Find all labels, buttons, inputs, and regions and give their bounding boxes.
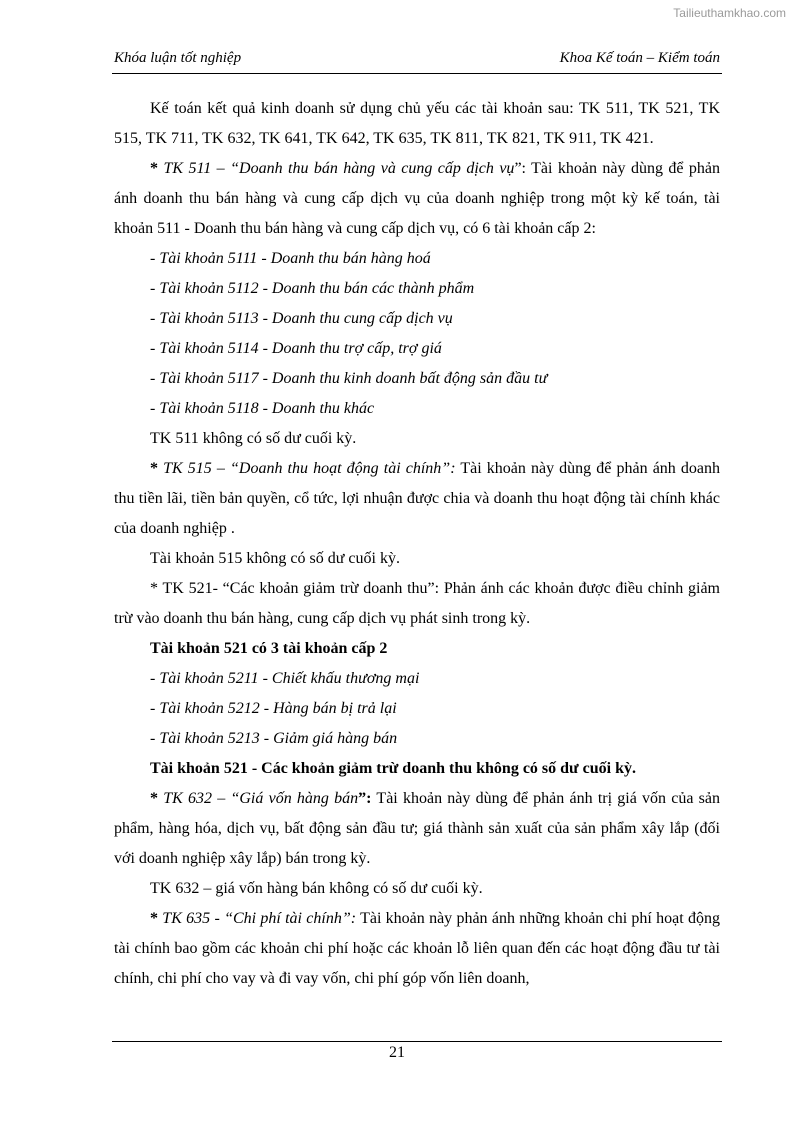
list-item: - Tài khoản 5112 - Doanh thu bán các thành phẩm bbox=[150, 280, 475, 297]
list-item: - Tài khoản 5111 - Doanh thu bán hàng hoá bbox=[150, 250, 431, 267]
list-item: - Tài khoản 5118 - Doanh thu khác bbox=[150, 400, 375, 417]
tk521-paragraph: * TK 521- “Các khoản giảm trừ doanh thu”: Phản ánh các khoản được điều chỉnh giảm trừ vào doanh thu bán hàng, cung cấp dịch vụ phát sinh trong kỳ. bbox=[114, 580, 720, 627]
tk511-title: TK 511 – “Doanh thu bán hàng và cung cấp dịch vụ bbox=[163, 160, 515, 177]
document-body bbox=[114, 94, 720, 994]
tk632-text: Tài khoản này dùng để phản ánh trị giá vốn của sản phẩm, hàng hóa, dịch vụ, bất động sản đầu tư; giá thành sản xuất của sản phẩm xây lắp (đối với doanh nghiệp xây lắp) bán trong kỳ. bbox=[114, 790, 721, 867]
list-item: - Tài khoản 5113 - Doanh thu cung cấp dịch vụ bbox=[150, 310, 453, 327]
tk635-paragraph bbox=[114, 904, 720, 994]
tk515-star: * bbox=[150, 460, 164, 477]
list-item: - Tài khoản 5212 - Hàng bán bị trả lại bbox=[150, 700, 397, 717]
tk632-paragraph bbox=[114, 784, 720, 874]
intro-paragraph: Kế toán kết quả kinh doanh sử dụng chủ yếu các tài khoản sau: TK 511, TK 521, TK 515, TK 711, TK 632, TK 641, TK 642, TK 635, TK 811, TK 821, TK 911, TK 421. bbox=[114, 100, 720, 147]
tk511-star: * bbox=[150, 160, 164, 177]
tk632-title: TK 632 – “Giá vốn hàng bán bbox=[163, 790, 359, 807]
tk515-title: TK 515 – “Doanh thu hoạt động tài chính”: bbox=[163, 460, 456, 477]
list-item: - Tài khoản 5213 - Giảm giá hàng bán bbox=[150, 730, 398, 747]
list-item: - Tài khoản 5117 - Doanh thu kinh doanh bất động sản đầu tư bbox=[150, 370, 548, 387]
tk632-note: TK 632 – giá vốn hàng bán không có số dư cuối kỳ. bbox=[150, 880, 483, 897]
header-rule bbox=[112, 73, 722, 74]
tk515-note: Tài khoản 515 không có số dư cuối kỳ. bbox=[150, 550, 400, 567]
tk521-heading: Tài khoản 521 có 3 tài khoản cấp 2 bbox=[150, 640, 388, 657]
tk521-note: Tài khoản 521 - Các khoản giảm trừ doanh thu không có số dư cuối kỳ. bbox=[150, 760, 636, 777]
tk635-star: * bbox=[150, 910, 163, 927]
page-header bbox=[114, 50, 720, 70]
list-item: - Tài khoản 5211 - Chiết khấu thương mại bbox=[150, 670, 420, 687]
watermark: Tailieuthamkhao.com bbox=[673, 6, 786, 20]
tk515-text: Tài khoản này dùng để phản ánh doanh thu tiền lãi, tiền bản quyền, cổ tức, lợi nhuận được chia và doanh thu hoạt động tài chính khác của doanh nghiệp . bbox=[114, 460, 721, 537]
list-item: - Tài khoản 5114 - Doanh thu trợ cấp, trợ giá bbox=[150, 340, 442, 357]
tk635-title: TK 635 - “Chi phí tài chính”: bbox=[162, 910, 357, 927]
tk511-text: ”: Tài khoản này dùng để phản ánh doanh thu bán hàng và cung cấp dịch vụ của doanh nghiệp trong một kỳ kế toán, tài khoản 511 - Doanh thu bán hàng và cung cấp dịch vụ, có 6 tài khoản cấp 2: bbox=[114, 160, 721, 237]
tk635-text: Tài khoản này phản ánh những khoản chi phí hoạt động tài chính bao gồm các khoản chi phí hoặc các khoản lỗ liên quan đến các hoạt động đầu tư tài chính, chi phí cho vay và đi vay vốn, chi phí góp vốn liên doanh, bbox=[114, 910, 721, 987]
tk632-colon: ”: bbox=[358, 790, 372, 807]
footer-rule bbox=[112, 1041, 722, 1042]
page-number: 21 bbox=[389, 1044, 405, 1061]
tk632-star: * bbox=[150, 790, 164, 807]
header-right: Khoa Kế toán – Kiểm toán bbox=[559, 50, 720, 66]
tk511-paragraph bbox=[114, 154, 720, 244]
tk515-paragraph bbox=[114, 454, 720, 544]
header-left: Khóa luận tốt nghiệp bbox=[114, 50, 242, 66]
tk511-note: TK 511 không có số dư cuối kỳ. bbox=[150, 430, 357, 447]
